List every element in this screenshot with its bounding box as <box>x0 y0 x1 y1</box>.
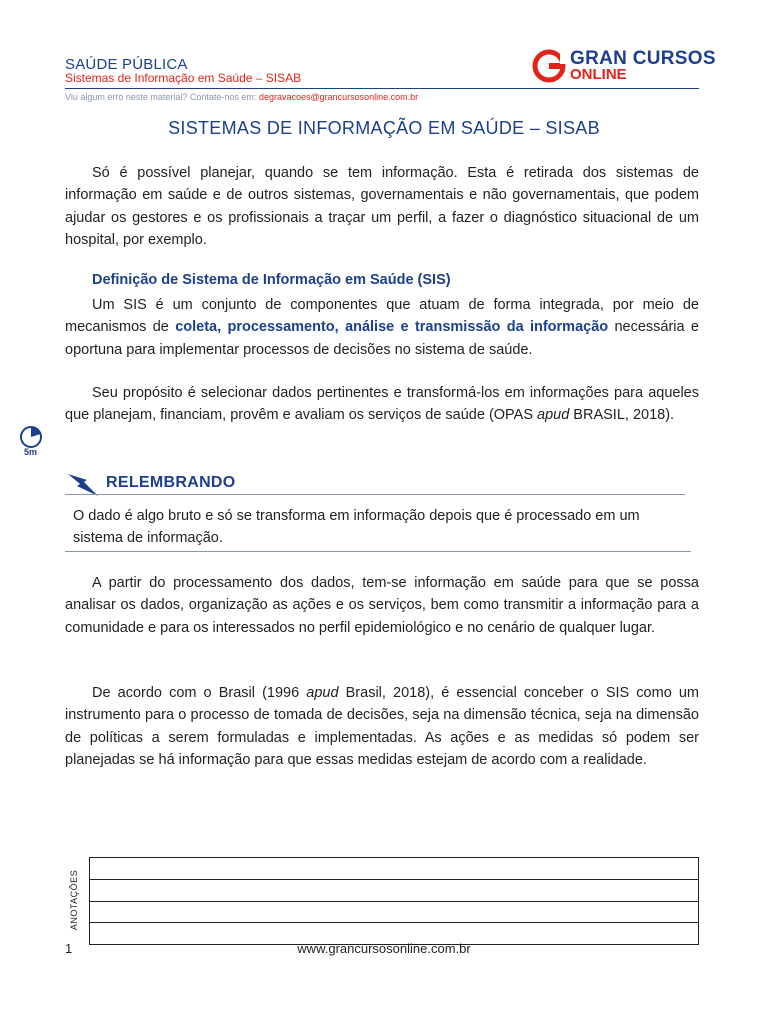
paragraph-5 <box>65 682 699 772</box>
notes-line <box>90 901 698 902</box>
paragraph-5-part-b: Brasil, 2018), é essencial conceber o SIS como um instrumento para o processo de tomada de decisões, seja na dimensão técnica, seja na dimensão de políticas a serem formuladas e implementadas. As ações e as medidas só podem ser planejadas se há informação para que essas medidas estejam de acordo com a realidade. <box>65 685 700 769</box>
logo-text-online: ONLINE <box>570 66 627 83</box>
time-marker-label: 5m <box>24 447 38 457</box>
paragraph-5-part-a: De acordo com o Brasil (1996 <box>92 685 307 701</box>
footer-url-link[interactable]: www.grancursosonline.com.br <box>297 941 471 956</box>
paragraph-2 <box>65 294 699 361</box>
paragraph-3-part-b: BRASIL, 2018). <box>569 407 675 424</box>
header-contact <box>65 92 418 102</box>
notes-area[interactable] <box>89 857 699 945</box>
relembrando-bottom-divider <box>65 551 691 552</box>
page-number: 1 <box>65 941 73 956</box>
notes-label <box>66 864 82 936</box>
paragraph-2-text <box>65 294 699 361</box>
section-subheading: Definição de Sistema de Informação em Saúde (SIS) <box>92 272 451 288</box>
paragraph-2-part-b: necessária e oportuna para implementar processos de decisões no sistema de saúde. <box>65 319 699 358</box>
contact-email-link[interactable]: degravacoes@grancursosonline.com.br <box>258 92 419 102</box>
relembrando-text: O dado é algo bruto e só se transforma em informação depois que é processado em um sistema de informação. <box>73 508 640 547</box>
notes-line <box>90 922 698 923</box>
paragraph-5-text <box>65 682 699 772</box>
contact-prefix: Viu algum erro neste material? Contate-nos em: <box>65 92 259 102</box>
paragraph-2-part-a: Um SIS é um conjunto de componentes que atuam de forma integrada, por meio de mecanismos de <box>65 297 699 336</box>
document-title: SISTEMAS DE INFORMAÇÃO EM SAÚDE – SISAB <box>168 118 600 138</box>
header-title: SAÚDE PÚBLICA <box>65 56 188 73</box>
paragraph-3-text <box>65 382 699 427</box>
paragraph-3 <box>65 382 699 427</box>
paragraph-3-italic: apud <box>537 407 570 424</box>
notes-label-text: ANOTAÇÕES <box>69 869 79 931</box>
relembrando-title: RELEMBRANDO <box>106 474 236 491</box>
paragraph-1 <box>65 162 699 252</box>
header-divider <box>65 88 699 89</box>
paragraph-2-highlight: coleta, processamento, análise e transmissão da informação <box>175 319 609 336</box>
relembrando-top-divider <box>65 494 685 495</box>
paragraph-1-text: Só é possível planejar, quando se tem informação. Esta é retirada dos sistemas de informação em saúde e de outros sistemas, governamentais e não governamentais, que podem ajudar os gestores e os profissionais a traçar um perfil, a fazer o diagnóstico situacional de um hospital, por exemplo. <box>65 165 699 249</box>
paragraph-4 <box>65 572 699 639</box>
logo-text-gran-cursos: GRAN CURSOS <box>570 48 716 69</box>
paragraph-5-italic: apud <box>306 685 339 701</box>
header-subtitle: Sistemas de Informação em Saúde – SISAB <box>65 71 302 85</box>
notes-line <box>90 879 698 880</box>
paragraph-4-text: A partir do processamento dos dados, tem-se informação em saúde para que se possa analisar os dados, organização as ações e os serviços, bem como transmitir a informação para a comunidade e para os interessados no perfil epidemiológico e no cenário de qualquer lugar. <box>65 575 699 636</box>
paragraph-3-part-a: Seu propósito é selecionar dados pertinentes e transformá-los em informações para aqueles que planejam, financiam, provêm e avaliam os serviços de saúde (OPAS <box>65 385 699 424</box>
